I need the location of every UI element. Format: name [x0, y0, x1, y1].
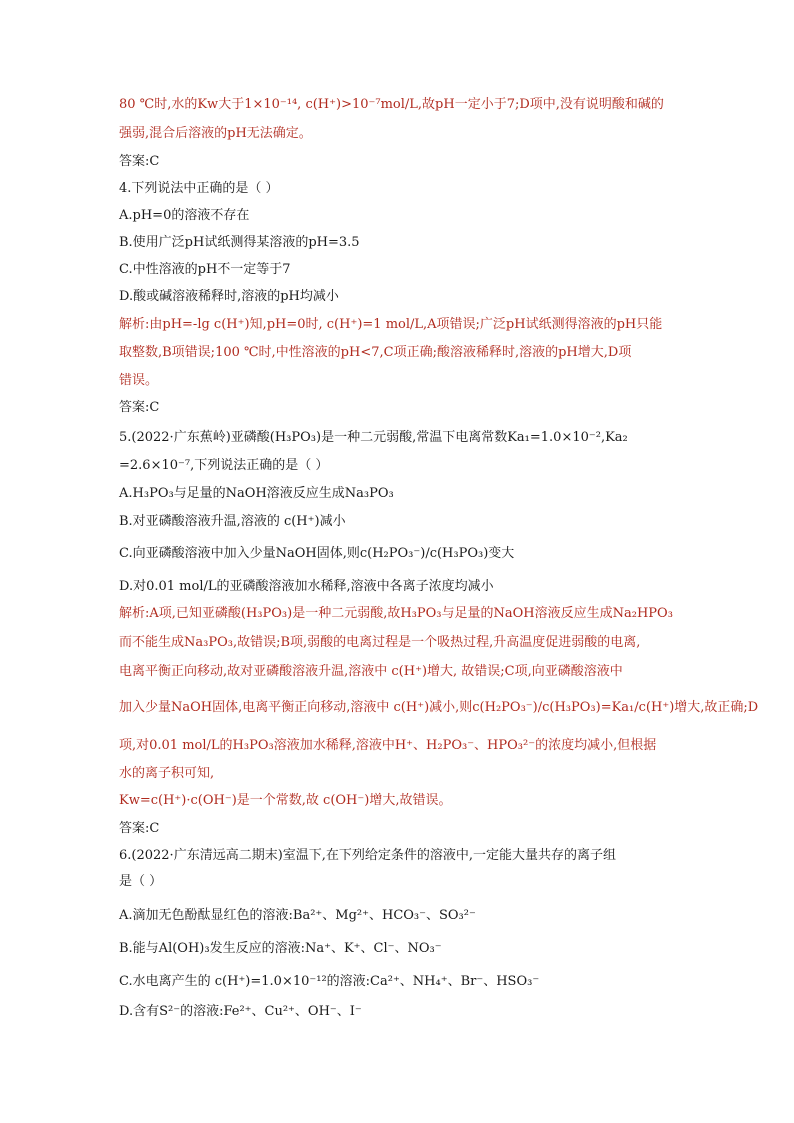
question-6-title: 6.(2022·广东清远高二期末)室温下,在下列给定条件的溶液中,一定能大量共存的离子组 — [119, 848, 617, 863]
explanation-line: 而不能生成Na₃PO₃,故错误;B项,弱酸的电离过程是一个吸热过程,升高温度促进弱酸的电离, — [119, 635, 641, 650]
explanation-line: 水的离子积可知, — [119, 766, 215, 781]
option-line: B.使用广泛pH试纸测得某溶液的pH=3.5 — [119, 235, 360, 250]
answer-line: 答案:C — [119, 154, 160, 169]
option-line: A.滴加无色酚酞显红色的溶液:Ba²⁺、Mg²⁺、HCO₃⁻、SO₃²⁻ — [119, 908, 476, 923]
explanation-line: 项,对0.01 mol/L的H₃PO₃溶液加水稀释,溶液中H⁺、H₂PO₃⁻、HPO₃²⁻的浓度均减小,但根据 — [119, 738, 657, 753]
answer-line: 答案:C — [119, 821, 160, 836]
option-line: B.能与Al(OH)₃发生反应的溶液:Na⁺、K⁺、Cl⁻、NO₃⁻ — [119, 941, 442, 956]
explanation-line: Kw=c(H⁺)·c(OH⁻)是一个常数,故 c(OH⁻)增大,故错误。 — [119, 793, 452, 808]
answer-line: 答案:C — [119, 400, 160, 415]
explanation-line: 电离平衡正向移动,故对亚磷酸溶液升温,溶液中 c(H⁺)增大, 故错误;C项,向亚磷酸溶液中 — [119, 664, 623, 679]
question-5-title: 5.(2022·广东蕉岭)亚磷酸(H₃PO₃)是一种二元弱酸,常温下电离常数Ka₁=1.0×10⁻²,Ka₂ — [119, 430, 628, 445]
option-line: D.对0.01 mol/L的亚磷酸溶液加水稀释,溶液中各离子浓度均减小 — [119, 579, 494, 594]
explanation-line: 解析:由pH=-lg c(H⁺)知,pH=0时, c(H⁺)=1 mol/L,A项错误;广泛pH试纸测得溶液的pH只能 — [119, 317, 663, 332]
option-line: C.向亚磷酸溶液中加入少量NaOH固体,则c(H₂PO₃⁻)/c(H₃PO₃)变大 — [119, 546, 515, 561]
option-line: D.酸或碱溶液稀释时,溶液的pH均减小 — [119, 289, 339, 304]
option-line: A.H₃PO₃与足量的NaOH溶液反应生成Na₃PO₃ — [119, 486, 394, 501]
question-4-title: 4.下列说法中正确的是（ ） — [119, 181, 279, 196]
question-6-title-cont: 是（ ） — [119, 874, 163, 889]
explanation-line: 80 ℃时,水的Kw大于1×10⁻¹⁴, c(H⁺)>10⁻⁷mol/L,故pH一定小于7;D项中,没有说明酸和碱的 — [119, 97, 664, 112]
option-line: C.中性溶液的pH不一定等于7 — [119, 262, 291, 277]
explanation-line: 强弱,混合后溶液的pH无法确定。 — [119, 126, 312, 141]
option-line: B.对亚磷酸溶液升温,溶液的 c(H⁺)减小 — [119, 514, 346, 529]
option-line: D.含有S²⁻的溶液:Fe²⁺、Cu²⁺、OH⁻、I⁻ — [119, 1004, 362, 1019]
explanation-line: 加入少量NaOH固体,电离平衡正向移动,溶液中 c(H⁺)减小,则c(H₂PO₃⁻)/c(H₃PO₃)=Ka₁/c(H⁺)增大,故正确;D — [119, 700, 759, 715]
explanation-line: 取整数,B项错误;100 ℃时,中性溶液的pH<7,C项正确;酸溶液稀释时,溶液的pH增大,D项 — [119, 345, 632, 360]
explanation-line: 解析:A项,已知亚磷酸(H₃PO₃)是一种二元弱酸,故H₃PO₃与足量的NaOH溶液反应生成Na₂HPO₃ — [119, 606, 673, 621]
question-5-title-cont: =2.6×10⁻⁷,下列说法正确的是（ ） — [119, 458, 329, 473]
explanation-line: 错误。 — [119, 373, 159, 388]
option-line: A.pH=0的溶液不存在 — [119, 208, 250, 223]
option-line: C.水电离产生的 c(H⁺)=1.0×10⁻¹²的溶液:Ca²⁺、NH₄⁺、Br⁻、HSO₃⁻ — [119, 974, 540, 989]
